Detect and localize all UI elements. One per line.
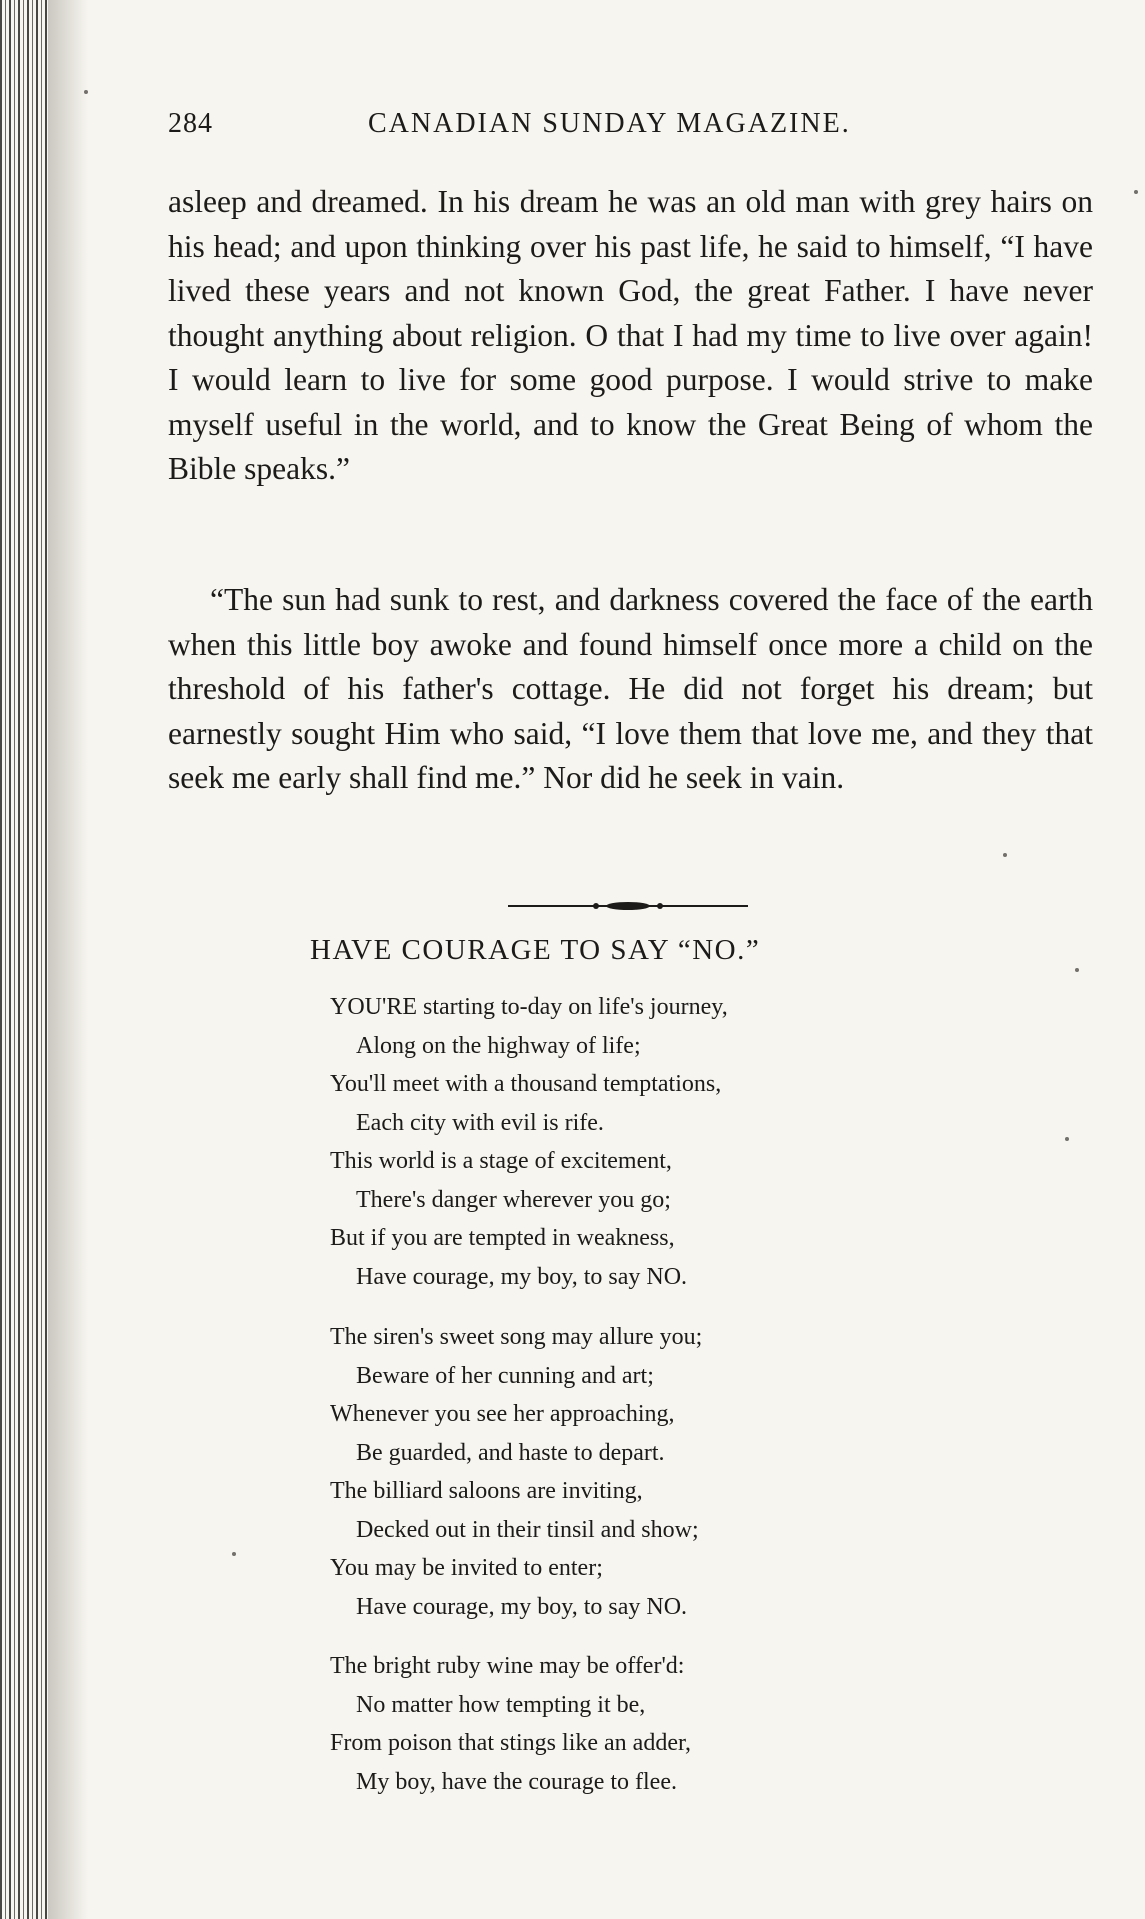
poem-line: From poison that stings like an adder, xyxy=(330,1730,691,1756)
print-speck xyxy=(1003,853,1007,857)
poem-line: Each city with evil is rife. xyxy=(356,1109,604,1136)
binding-shadow xyxy=(48,0,88,1919)
poem-line: The siren's sweet song may allure you; xyxy=(330,1324,703,1350)
poem-stanza-2 xyxy=(330,1318,970,1626)
poem-line: The bright ruby wine may be offer'd: xyxy=(330,1653,685,1679)
page-number: 284 xyxy=(168,108,213,139)
poem-line: Have courage, my boy, to say NO. xyxy=(356,1263,688,1290)
print-speck xyxy=(84,90,88,94)
poem-stanza-1 xyxy=(330,988,970,1296)
poem-title: HAVE COURAGE TO SAY “NO.” xyxy=(310,934,761,966)
poem-line: My boy, have the courage to flee. xyxy=(356,1768,677,1795)
poem-line: Have courage, my boy, to say NO. xyxy=(356,1593,688,1620)
poem-line: Be guarded, and haste to depart. xyxy=(356,1439,665,1466)
poem-line: Whenever you see her approaching, xyxy=(330,1401,675,1427)
poem-line: Decked out in their tinsil and show; xyxy=(356,1516,699,1543)
print-speck xyxy=(1075,968,1079,972)
poem-line: Along on the highway of life; xyxy=(356,1032,641,1059)
story-paragraph-1: asleep and dreamed. In his dream he was an old man with grey hairs on his head; and upon thinking over his past life, he said to himself, “I have lived these years and not known God, the great Father. I have never thought anything about religion. O that I had my time to live over again! I would learn to live for some good purpose. I would strive to make myself useful in the world, and to know the Great Being of whom the Bible speaks.” xyxy=(168,184,1093,486)
poem-line: No matter how tempting it be, xyxy=(356,1691,646,1718)
print-speck xyxy=(232,1552,236,1556)
print-speck xyxy=(1134,190,1138,194)
poem-line: This world is a stage of excitement, xyxy=(330,1148,672,1174)
poem-stanza-3 xyxy=(330,1647,970,1801)
poem-line: There's danger wherever you go; xyxy=(356,1186,671,1213)
book-binding-edge xyxy=(0,0,48,1919)
poem-line: The billiard saloons are inviting, xyxy=(330,1478,643,1504)
poem-line: Beware of her cunning and art; xyxy=(356,1362,654,1389)
poem-line: But if you are tempted in weakness, xyxy=(330,1225,675,1251)
poem-line: You may be invited to enter; xyxy=(330,1555,603,1581)
story-paragraph-2: “The sun had sunk to rest, and darkness covered the face of the earth when this little boy awoke and found himself once more a child on the threshold of his father's cottage. He did not forget his dream; but earnestly sought Him who said, “I love them that love me, and they that seek me early shall find me.” Nor did he seek in vain. xyxy=(168,582,1093,795)
ornamental-rule xyxy=(508,900,748,912)
poem-line: You'll meet with a thousand temptations, xyxy=(330,1071,722,1097)
print-speck xyxy=(1065,1137,1069,1141)
poem-line: YOU'RE starting to-day on life's journey, xyxy=(330,994,728,1020)
magazine-title: CANADIAN SUNDAY MAGAZINE. xyxy=(368,108,851,139)
